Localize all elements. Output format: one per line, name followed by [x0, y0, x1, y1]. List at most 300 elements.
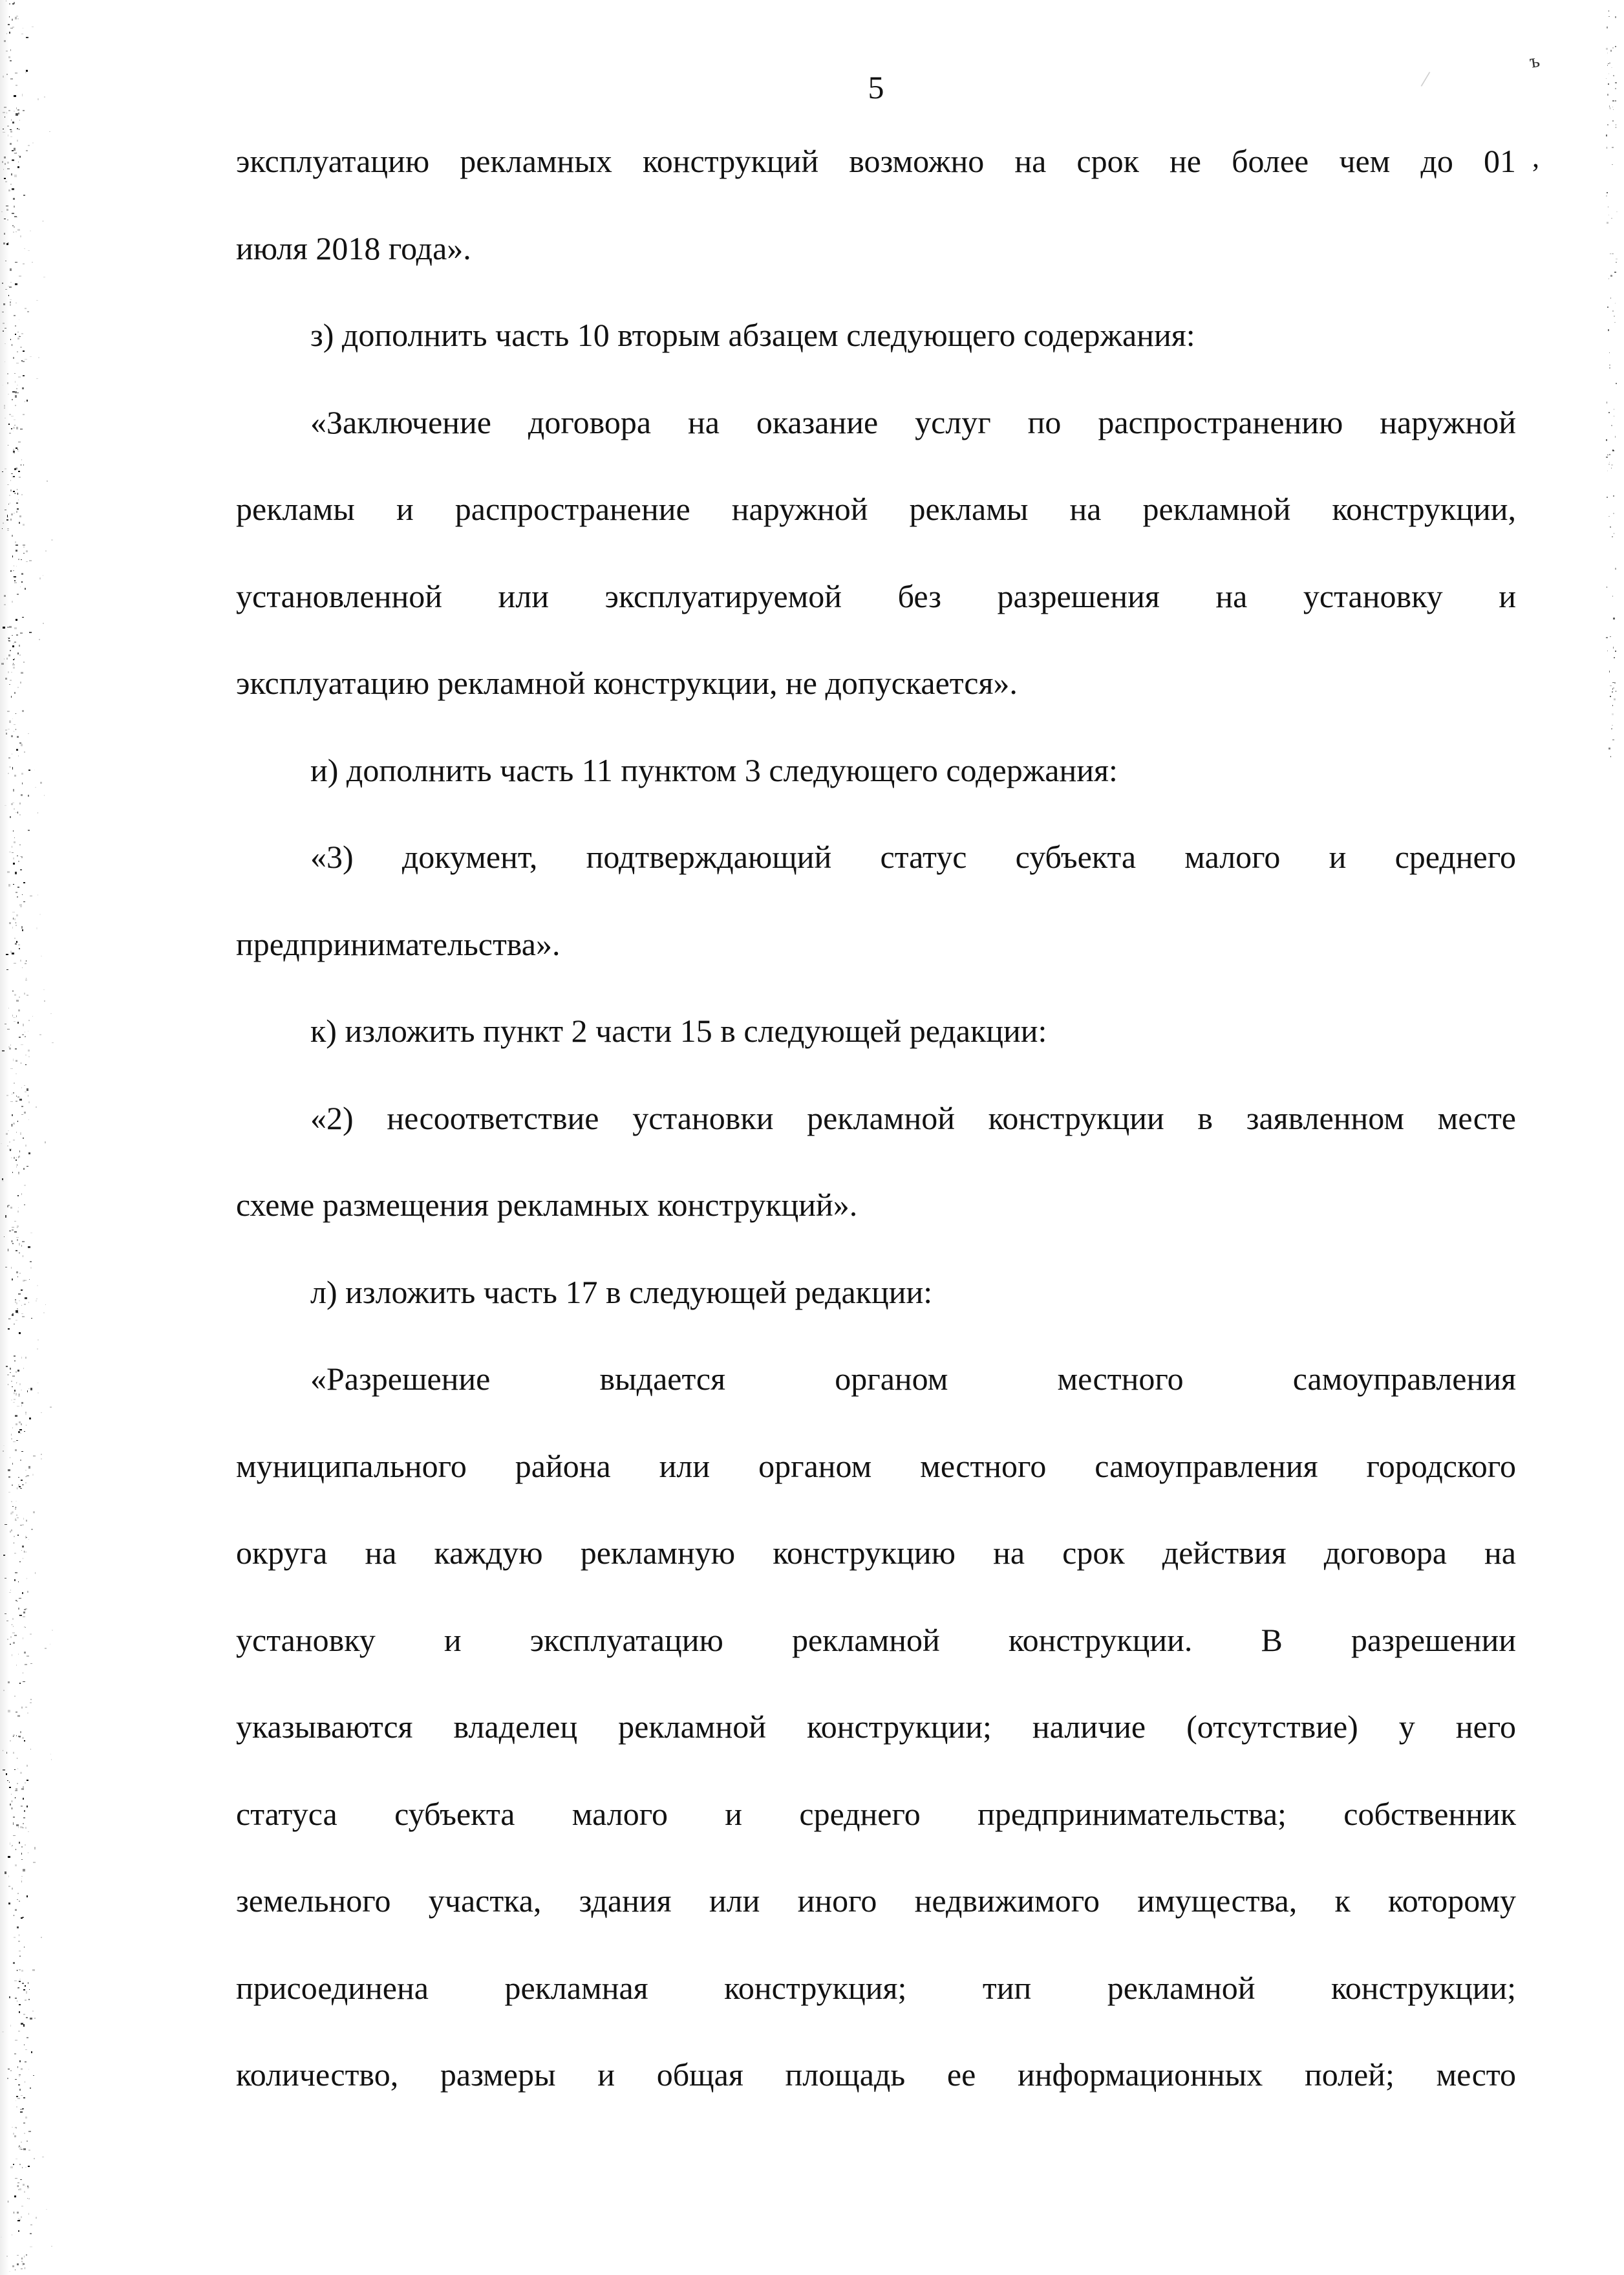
ink-speck — [30, 2087, 31, 2089]
text-line-2: июля 2018 года». — [236, 230, 471, 266]
ink-speck — [21, 2258, 23, 2259]
ink-speck — [25, 1357, 27, 1359]
ink-speck — [23, 2184, 25, 2186]
ink-speck — [16, 1166, 17, 1168]
text-line-1: эксплуатацию рекламных конструкций возможно на срок не более чем до 01 — [236, 143, 1516, 179]
ink-speck — [19, 1383, 21, 1385]
body-text — [236, 118, 1516, 2119]
ink-speck — [11, 1529, 12, 1531]
ink-speck — [14, 1399, 16, 1400]
ink-speck — [9, 1782, 10, 1783]
ink-speck — [14, 918, 16, 920]
ink-speck — [8, 1046, 10, 1048]
ink-speck — [18, 2084, 20, 2086]
ink-speck — [10, 299, 12, 300]
ink-speck — [14, 576, 16, 578]
ink-speck — [23, 1138, 24, 1139]
ink-speck — [16, 892, 17, 893]
ink-speck — [18, 1581, 19, 1582]
ink-speck — [9, 286, 12, 288]
ink-speck — [19, 522, 20, 523]
ink-speck — [15, 395, 17, 397]
ink-speck — [36, 378, 37, 380]
ink-speck — [27, 1765, 28, 1767]
ink-speck — [27, 1475, 28, 1476]
ink-speck — [3, 330, 4, 332]
ink-speck — [19, 335, 20, 336]
ink-speck — [21, 1881, 22, 1882]
ink-speck — [8, 773, 9, 774]
ink-speck — [26, 70, 28, 72]
ink-speck — [1610, 50, 1612, 52]
ink-speck — [13, 427, 15, 429]
ink-speck — [1611, 464, 1613, 466]
ink-speck — [24, 1551, 25, 1553]
ink-speck — [43, 989, 45, 990]
ink-speck — [8, 1469, 10, 1471]
ink-speck — [14, 315, 16, 316]
ink-speck — [1615, 46, 1616, 48]
ink-speck — [8, 424, 10, 425]
ink-speck — [14, 808, 15, 810]
ink-speck — [10, 1740, 11, 1741]
ink-speck — [2, 283, 3, 284]
ink-speck — [5, 1871, 6, 1873]
ink-speck — [23, 901, 25, 902]
ink-speck — [19, 814, 21, 815]
ink-speck — [17, 1783, 18, 1784]
ink-speck — [25, 359, 27, 360]
ink-speck — [7, 162, 9, 164]
ink-speck — [13, 918, 14, 919]
ink-speck — [12, 767, 13, 770]
ink-speck — [28, 2198, 30, 2200]
ink-speck — [3, 243, 6, 244]
ink-speck — [24, 993, 25, 995]
ink-speck — [4, 233, 6, 235]
ink-speck — [1612, 147, 1614, 149]
ink-speck — [15, 2040, 17, 2041]
ink-speck — [12, 718, 13, 719]
ink-speck — [8, 757, 10, 759]
ink-speck — [14, 837, 15, 838]
ink-speck — [8, 1319, 9, 1320]
ink-speck — [28, 1302, 29, 1303]
ink-speck — [17, 652, 19, 654]
ink-speck — [12, 1506, 13, 1507]
ink-speck — [1606, 637, 1608, 638]
ink-speck — [22, 967, 23, 969]
ink-speck — [18, 1736, 21, 1737]
ink-speck — [1612, 164, 1614, 165]
ink-speck — [13, 1139, 15, 1141]
ink-speck — [16, 1101, 18, 1102]
ink-speck — [32, 1016, 33, 1017]
ink-speck — [26, 561, 28, 563]
ink-speck — [39, 639, 40, 640]
ink-speck — [23, 350, 24, 352]
ink-speck — [19, 1099, 22, 1101]
ink-speck — [21, 744, 23, 746]
ink-speck — [41, 956, 42, 957]
ink-speck — [17, 1239, 18, 1241]
ink-speck — [19, 654, 21, 656]
ink-speck — [45, 550, 47, 552]
ink-speck — [1613, 75, 1615, 76]
ink-speck — [17, 1195, 19, 1196]
ink-speck — [8, 2069, 10, 2070]
ink-speck — [18, 1654, 19, 1655]
ink-speck — [25, 308, 27, 309]
ink-speck — [23, 375, 25, 376]
ink-speck — [18, 1207, 19, 1208]
ink-speck — [19, 1150, 20, 1152]
ink-speck — [13, 667, 15, 669]
ink-speck — [1614, 698, 1616, 700]
ink-speck — [17, 594, 19, 595]
ink-speck — [1616, 259, 1618, 260]
ink-speck — [8, 884, 11, 886]
ink-speck — [16, 1302, 17, 1304]
ink-speck — [1607, 52, 1608, 53]
ink-speck — [41, 1454, 42, 1455]
ink-speck — [6, 1133, 8, 1135]
ink-speck — [1612, 713, 1614, 715]
ink-speck — [24, 1185, 26, 1186]
text-line-12: «2) несоответствие установки рекламной конструкции в заявленном месте — [310, 1099, 1516, 1136]
ink-speck — [22, 94, 23, 96]
ink-speck — [21, 2068, 22, 2070]
ink-speck — [14, 419, 15, 420]
ink-speck — [25, 1664, 27, 1665]
ink-speck — [11, 1501, 12, 1502]
ink-speck — [4, 156, 6, 158]
ink-speck — [51, 539, 53, 541]
ink-speck — [7, 711, 10, 712]
ink-speck — [14, 216, 17, 217]
ink-speck — [21, 926, 22, 928]
ink-speck — [21, 333, 23, 334]
ink-speck — [9, 1141, 10, 1143]
ink-speck — [15, 1909, 17, 1911]
ink-speck — [15, 943, 17, 945]
ink-speck — [12, 1015, 13, 1017]
ink-speck — [14, 206, 16, 208]
ink-speck — [28, 2166, 30, 2167]
text-line-21: земельного участка, здания или иного недвижимого имущества, к которому — [236, 1882, 1516, 1919]
ink-speck — [20, 2179, 23, 2181]
ink-speck — [13, 1835, 16, 1836]
ink-speck — [23, 414, 25, 415]
ink-speck — [52, 1042, 54, 1043]
ink-speck — [1612, 725, 1613, 726]
ink-speck — [12, 555, 13, 557]
ink-speck — [10, 131, 12, 133]
ink-speck — [1615, 651, 1616, 652]
ink-speck — [8, 56, 10, 58]
ink-speck — [24, 1626, 26, 1628]
ink-speck — [10, 680, 12, 681]
ink-speck — [21, 1245, 22, 1247]
ink-speck — [17, 887, 19, 888]
ink-speck — [3, 76, 4, 78]
ink-speck — [14, 493, 16, 495]
ink-speck — [6, 74, 8, 75]
ink-speck — [25, 588, 26, 589]
ink-speck — [23, 1681, 25, 1682]
ink-speck — [17, 2263, 19, 2265]
ink-speck — [1614, 322, 1615, 323]
ink-speck — [21, 1357, 23, 1359]
ink-speck — [20, 1731, 22, 1733]
ink-speck — [4, 407, 5, 409]
ink-speck — [19, 1736, 21, 1738]
ink-speck — [13, 1752, 15, 1753]
ink-speck — [17, 128, 18, 129]
ink-speck — [17, 1406, 19, 1407]
ink-speck — [45, 1304, 46, 1305]
ink-speck — [40, 782, 42, 784]
ink-speck — [17, 508, 19, 510]
ink-speck — [17, 1926, 19, 1928]
ink-speck — [3, 303, 6, 305]
ink-speck — [8, 1328, 10, 1330]
ink-speck — [16, 1440, 18, 1441]
ink-speck — [17, 1382, 18, 1383]
ink-speck — [9, 2271, 10, 2272]
ink-speck — [28, 733, 29, 734]
ink-speck — [26, 978, 27, 979]
ink-speck — [8, 110, 10, 111]
ink-speck — [24, 2133, 25, 2134]
ink-speck — [28, 1152, 30, 1154]
ink-speck — [15, 1572, 17, 1573]
ink-speck — [24, 2191, 26, 2193]
ink-speck — [22, 1592, 24, 1594]
ink-speck — [25, 1627, 26, 1628]
ink-speck — [24, 1652, 26, 1654]
ink-speck — [10, 480, 11, 481]
ink-speck — [21, 1451, 23, 1452]
ink-speck — [15, 1449, 17, 1451]
ink-speck — [14, 2, 15, 4]
ink-speck — [10, 143, 12, 145]
ink-speck — [6, 243, 8, 245]
ink-speck — [15, 381, 16, 383]
ink-speck — [23, 263, 25, 264]
ink-speck — [8, 1476, 10, 1477]
ink-speck — [1607, 192, 1608, 193]
ink-speck — [7, 125, 9, 127]
ink-speck — [26, 2254, 27, 2256]
ink-speck — [23, 546, 25, 548]
ink-speck — [10, 2166, 13, 2168]
ink-speck — [10, 1068, 13, 1069]
ink-speck — [12, 852, 14, 853]
ink-speck — [3, 1555, 5, 1556]
ink-speck — [17, 18, 19, 20]
ink-speck — [7, 219, 8, 220]
ink-speck — [16, 1507, 17, 1509]
ink-speck — [1607, 65, 1608, 66]
ink-speck — [16, 1073, 17, 1074]
ink-speck — [50, 1407, 52, 1408]
ink-speck — [19, 1615, 22, 1616]
ink-speck — [1612, 449, 1614, 451]
ink-speck — [18, 2230, 19, 2232]
ink-speck — [22, 710, 24, 712]
ink-speck — [10, 1531, 11, 1533]
ink-speck — [3, 1445, 5, 1446]
ink-speck — [8, 1875, 9, 1877]
ink-speck — [28, 2213, 30, 2215]
text-line-6: установленной или эксплуатируемой без разрешения на установку и — [236, 577, 1516, 614]
ink-speck — [1613, 109, 1614, 110]
ink-speck — [5, 1578, 6, 1579]
ink-speck — [1, 663, 4, 665]
ink-speck — [17, 449, 18, 450]
ink-speck — [10, 268, 12, 271]
ink-speck — [13, 1092, 15, 1094]
ink-speck — [36, 927, 37, 929]
ink-speck — [49, 131, 50, 132]
ink-speck — [21, 573, 23, 575]
ink-speck — [4, 405, 5, 406]
ink-speck — [20, 856, 22, 857]
ink-speck — [23, 1817, 25, 1818]
ink-speck — [10, 1207, 12, 1209]
ink-speck — [14, 565, 15, 566]
ink-speck — [35, 787, 36, 788]
ink-speck — [11, 672, 12, 673]
ink-speck — [6, 50, 8, 52]
ink-speck — [1612, 450, 1614, 451]
ink-speck — [13, 863, 15, 865]
ink-speck — [19, 1300, 20, 1301]
ink-speck — [27, 1655, 29, 1657]
ink-speck — [44, 795, 45, 796]
ink-speck — [10, 1372, 11, 1373]
ink-speck — [6, 209, 8, 211]
ink-speck — [5, 328, 6, 329]
ink-speck — [29, 1418, 31, 1419]
ink-speck — [21, 1305, 23, 1306]
ink-speck — [15, 1864, 17, 1866]
ink-speck — [1616, 262, 1617, 263]
ink-speck — [1608, 329, 1609, 330]
ink-speck — [10, 2070, 12, 2072]
ink-speck — [10, 1101, 13, 1102]
ink-speck — [16, 1788, 17, 1791]
ink-speck — [12, 188, 14, 190]
ink-speck — [9, 720, 11, 722]
ink-speck — [28, 1388, 30, 1390]
ink-speck — [18, 559, 19, 560]
ink-speck — [21, 1707, 23, 1709]
ink-speck — [23, 544, 25, 546]
ink-speck — [21, 34, 24, 35]
stray-ink-mark-top: ъ — [1528, 50, 1541, 72]
ink-speck — [9, 414, 11, 416]
ink-speck — [45, 1648, 46, 1649]
text-line-3: з) дополнить часть 10 вторым абзацем следующего содержания: — [310, 317, 1195, 353]
ink-speck — [51, 2246, 52, 2247]
ink-speck — [28, 145, 30, 146]
ink-speck — [9, 626, 12, 628]
ink-speck — [7, 530, 9, 531]
ink-speck — [19, 336, 21, 337]
ink-speck — [20, 1433, 21, 1434]
ink-speck — [19, 1421, 21, 1423]
ink-speck — [4, 40, 6, 42]
ink-speck — [31, 2051, 32, 2053]
ink-speck — [5, 1024, 6, 1025]
ink-speck — [16, 1320, 17, 1321]
ink-speck — [23, 1612, 25, 1613]
ink-speck — [18, 1987, 19, 1988]
ink-speck — [20, 1132, 21, 1134]
ink-speck — [1609, 365, 1610, 366]
ink-speck — [2, 161, 3, 163]
ink-speck — [7, 1780, 8, 1781]
ink-speck — [16, 550, 17, 552]
ink-speck — [16, 427, 18, 429]
ink-speck — [1606, 78, 1607, 79]
ink-speck — [1616, 211, 1618, 212]
ink-speck — [25, 1476, 27, 1477]
ink-speck — [32, 262, 33, 263]
ink-speck — [7, 1374, 9, 1376]
ink-speck — [13, 357, 15, 359]
ink-speck — [20, 1826, 23, 1828]
ink-speck — [7, 1205, 8, 1207]
ink-speck — [7, 528, 9, 529]
ink-speck — [23, 2122, 25, 2124]
ink-speck — [15, 405, 16, 406]
ink-speck — [7, 373, 8, 374]
ink-speck — [19, 515, 21, 517]
ink-speck — [18, 113, 19, 114]
ink-speck — [18, 2189, 19, 2190]
ink-speck — [17, 385, 18, 386]
ink-speck — [17, 229, 20, 230]
ink-speck — [22, 2108, 25, 2109]
ink-speck — [16, 1000, 19, 1002]
ink-speck — [23, 1989, 26, 1990]
ink-speck — [16, 749, 18, 751]
ink-speck — [28, 1246, 30, 1248]
ink-speck — [14, 148, 15, 151]
ink-speck — [1608, 412, 1610, 414]
ink-speck — [19, 2188, 21, 2190]
ink-speck — [4, 1236, 5, 1238]
ink-speck — [19, 1598, 21, 1599]
ink-speck — [16, 1060, 17, 1062]
ink-speck — [2, 1178, 3, 1180]
ink-speck — [19, 156, 20, 158]
ink-speck — [20, 1525, 21, 1526]
ink-speck — [1613, 687, 1614, 689]
ink-speck — [1608, 83, 1609, 85]
ink-speck — [14, 1915, 15, 1916]
ink-speck — [1607, 27, 1608, 28]
ink-speck — [1611, 728, 1612, 729]
ink-speck — [23, 110, 25, 111]
ink-speck — [12, 1654, 13, 1656]
ink-speck — [5, 343, 6, 344]
ink-speck — [1608, 10, 1609, 12]
ink-speck — [23, 2097, 25, 2098]
